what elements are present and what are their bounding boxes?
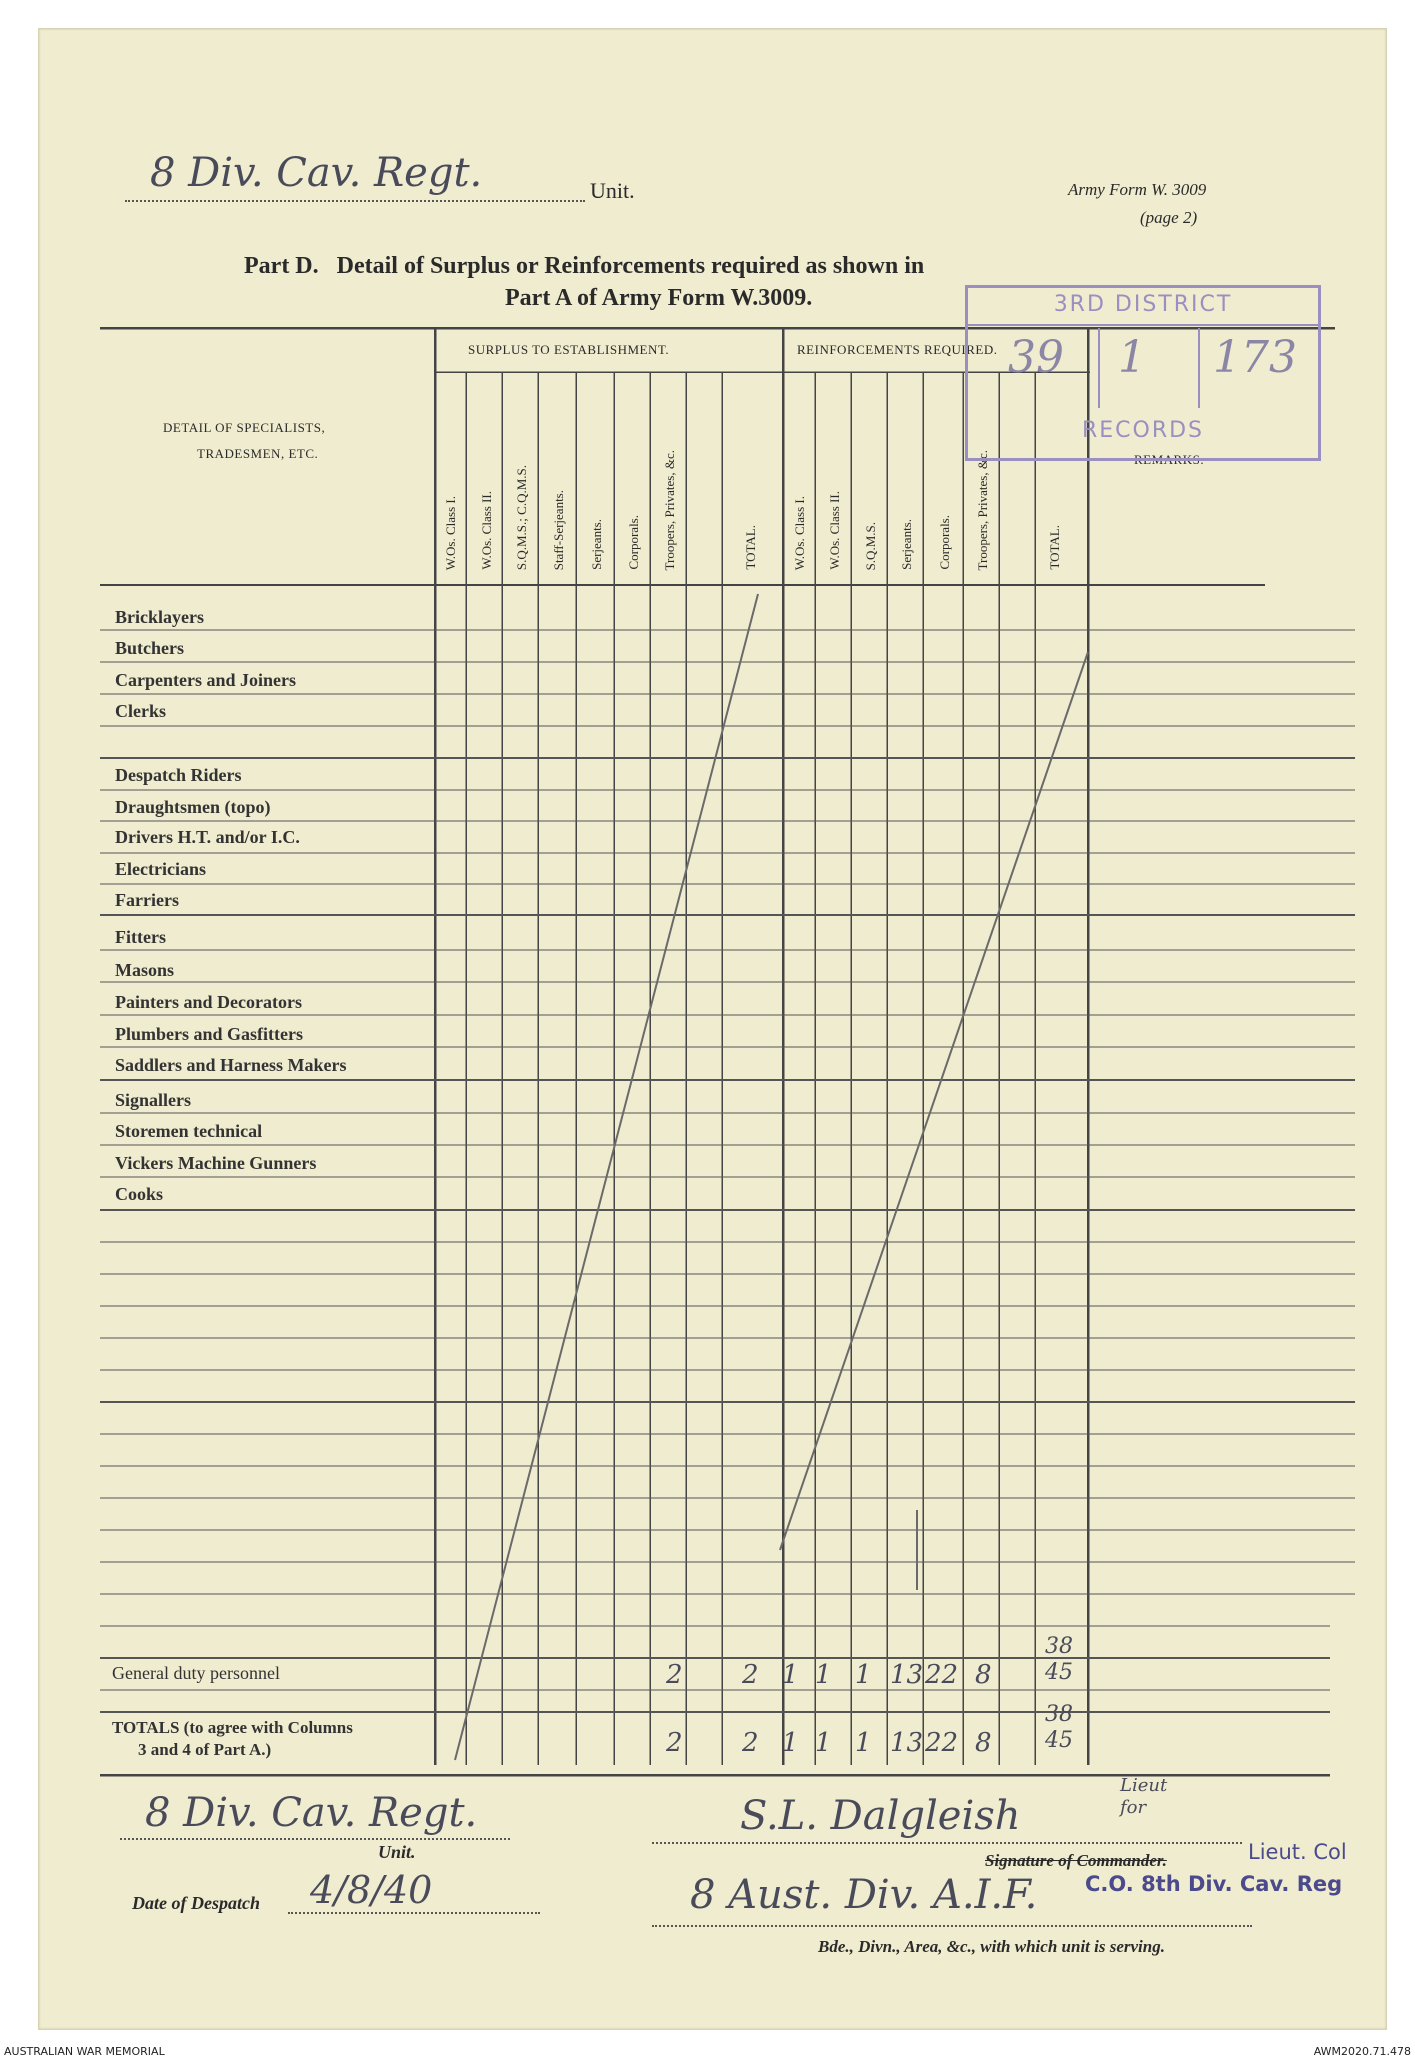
column-header: Serjeants. xyxy=(899,519,914,570)
hand-value: 1 xyxy=(815,1728,832,1758)
footer-left: AUSTRALIAN WAR MEMORIAL xyxy=(4,2045,165,2058)
hand-value: 2 xyxy=(666,1728,683,1758)
column-header: Troopers, Privates, &c. xyxy=(662,449,677,570)
totals-label-line1: TOTALS (to agree with Columns xyxy=(112,1718,353,1737)
hand-value: 1 xyxy=(782,1728,799,1758)
stamp-records: RECORDS xyxy=(1081,418,1205,443)
column-header: Staff-Serjeants. xyxy=(551,489,566,570)
stamp-district: 3RD DISTRICT xyxy=(1053,292,1233,317)
hand-value: 1 xyxy=(855,1660,872,1690)
hand-value: 1 xyxy=(855,1728,872,1758)
row-label: Bricklayers xyxy=(115,607,204,627)
stamp-value-1: 39 xyxy=(1008,332,1064,383)
row-label: Despatch Riders xyxy=(115,765,242,785)
signature-rank: Lieut for xyxy=(1120,1775,1168,1818)
general-duty-label: General duty personnel xyxy=(112,1663,280,1683)
row-label: Farriers xyxy=(115,890,179,910)
reinforcements-header: REINFORCEMENTS REQUIRED. xyxy=(797,342,998,357)
column-header: W.Os. Class II. xyxy=(479,491,494,570)
column-header: W.Os. Class II. xyxy=(827,491,842,570)
row-label: Cooks xyxy=(115,1184,164,1204)
form-title-line1: Part D. Detail of Surplus or Reinforcements required as shown in xyxy=(244,253,925,279)
form-title-line2: Part A of Army Form W.3009. xyxy=(505,285,813,311)
row-label: Saddlers and Harness Makers xyxy=(115,1055,347,1075)
bottom-unit-label: Unit. xyxy=(378,1842,416,1862)
row-label: Signallers xyxy=(115,1090,192,1110)
surplus-header: SURPLUS TO ESTABLISHMENT. xyxy=(468,342,670,357)
hand-value: 45 xyxy=(1045,1660,1073,1685)
hand-value: 13 xyxy=(890,1728,924,1758)
hand-value: 38 xyxy=(1045,1702,1073,1727)
records-stamp xyxy=(965,285,1321,461)
unit-label: Unit. xyxy=(590,178,635,203)
row-label: Fitters xyxy=(115,927,166,947)
hand-value: 2 xyxy=(742,1728,759,1758)
signature-dotted-line xyxy=(652,1842,1242,1844)
row-label: Electricians xyxy=(115,859,206,879)
despatch-label: Date of Despatch xyxy=(132,1893,260,1913)
formation-dotted-line xyxy=(652,1925,1252,1927)
unit-handwritten: 8 Div. Cav. Regt. xyxy=(150,150,483,196)
totals-label-line2: 3 and 4 of Part A.) xyxy=(138,1740,272,1759)
commander-signature: S.L. Dalgleish xyxy=(740,1793,1021,1839)
column-header: S.Q.M.S.; C.Q.M.S. xyxy=(514,464,529,570)
army-form-label: Army Form W. 3009 xyxy=(1068,180,1207,199)
hand-value: 22 xyxy=(925,1660,959,1690)
row-label: Clerks xyxy=(115,701,166,721)
hand-value: 22 xyxy=(925,1728,959,1758)
hand-value: 1 xyxy=(815,1660,832,1690)
detail-header-line1: DETAIL OF SPECIALISTS, xyxy=(163,420,326,435)
commander-stamp-line2: C.O. 8th Div. Cav. Reg xyxy=(1085,1872,1343,1896)
row-label: Draughtsmen (topo) xyxy=(115,797,271,817)
despatch-dotted-line xyxy=(288,1912,540,1914)
hand-value: 1 xyxy=(782,1660,799,1690)
row-label: Plumbers and Gasfitters xyxy=(115,1024,303,1044)
detail-header-line2: TRADESMEN, ETC. xyxy=(197,446,319,461)
row-label: Butchers xyxy=(115,638,184,658)
row-label: Carpenters and Joiners xyxy=(115,670,296,690)
column-header: TOTAL. xyxy=(1047,525,1062,570)
column-header: Troopers, Privates, &c. xyxy=(975,449,990,570)
hand-value: 13 xyxy=(890,1660,924,1690)
row-label: Storemen technical xyxy=(115,1121,263,1141)
column-header: TOTAL. xyxy=(743,525,758,570)
hand-value: 8 xyxy=(975,1728,992,1758)
page-reference: (page 2) xyxy=(1140,208,1198,227)
column-header: Serjeants. xyxy=(589,519,604,570)
signature-label: Signature of Commander. xyxy=(985,1851,1167,1870)
bottom-unit-handwritten: 8 Div. Cav. Regt. xyxy=(145,1790,478,1836)
hand-value: 2 xyxy=(666,1660,683,1690)
hand-value: 2 xyxy=(742,1660,759,1690)
hand-value: 38 xyxy=(1045,1634,1073,1659)
despatch-date: 4/8/40 xyxy=(310,1868,433,1912)
stamp-value-2: 1 xyxy=(1118,332,1146,383)
footer-right: AWM2020.71.478 xyxy=(1313,2045,1411,2058)
hand-value: 45 xyxy=(1045,1728,1073,1753)
column-header: W.Os. Class I. xyxy=(792,495,807,570)
remarks-header: REMARKS. xyxy=(1134,452,1205,467)
bottom-unit-dotted-line xyxy=(120,1838,510,1840)
grid-lines xyxy=(100,328,1335,1775)
row-label: Painters and Decorators xyxy=(115,992,302,1012)
formation-handwritten: 8 Aust. Div. A.I.F. xyxy=(690,1872,1038,1918)
column-header: Corporals. xyxy=(626,515,641,570)
hand-value: 8 xyxy=(975,1660,992,1690)
formation-label: Bde., Divn., Area, &c., with which unit is serving. xyxy=(818,1937,1165,1956)
row-label: Drivers H.T. and/or I.C. xyxy=(115,827,300,847)
column-header: W.Os. Class I. xyxy=(443,495,458,570)
stamp-value-3: 173 xyxy=(1213,332,1297,383)
column-header: S.Q.M.S. xyxy=(863,521,878,570)
column-header: Corporals. xyxy=(937,515,952,570)
row-label: Masons xyxy=(115,960,175,980)
row-label: Vickers Machine Gunners xyxy=(115,1153,317,1173)
commander-stamp-line1: Lieut. Col xyxy=(1248,1840,1347,1864)
